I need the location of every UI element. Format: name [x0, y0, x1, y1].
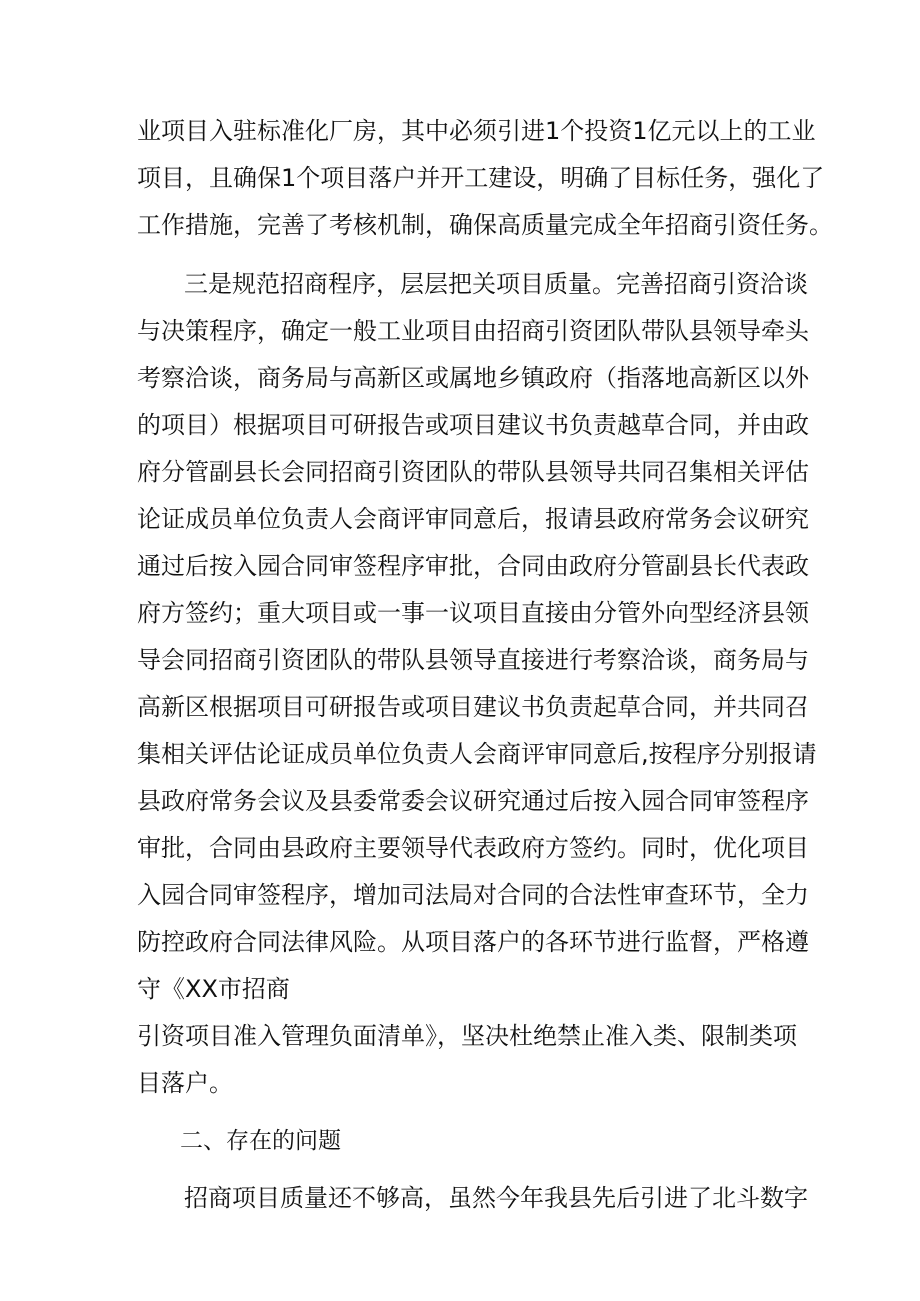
paragraph-line: 三是规范招商程序，层层把关项目质量。完善招商引资洽谈: [184, 270, 808, 298]
paragraph-line: 目落户。: [137, 1069, 233, 1097]
paragraph-line: 集相关评估论证成员单位负责人会商评审同意后,按程序分别报请: [137, 740, 817, 768]
section-heading: 二、存在的问题: [180, 1128, 341, 1154]
paragraph-line: 府分管副县长会同招商引资团队的带队县领导共同召集相关评估: [137, 458, 809, 486]
paragraph-line: 的项目）根据项目可研报告或项目建议书负责越草合同，并由政: [137, 411, 809, 439]
paragraph-line: 引资项目准入管理负面清单》，坚决杜绝禁止准入类、限制类项: [137, 1022, 797, 1050]
paragraph-line: 论证成员单位负责人会商评审同意后，报请县政府常务会议研究: [137, 505, 809, 533]
paragraph-line: 审批，合同由县政府主要领导代表政府方签约。同时，优化项目: [137, 834, 809, 862]
paragraph-line: 入园合同审签程序，增加司法局对合同的合法性审查环节，全力: [137, 881, 809, 909]
paragraph-line: 高新区根据项目可研报告或项目建议书负责起草合同，并共同召: [137, 693, 809, 721]
paragraph-line: 导会同招商引资团队的带队县领导直接进行考察洽谈，商务局与: [137, 646, 809, 674]
paragraph-line: 防控政府合同法律风险。从项目落户的各环节进行监督，严格遵: [137, 928, 809, 956]
paragraph-line: 府方签约；重大项目或一事一议项目直接由分管外向型经济县领: [137, 599, 809, 627]
paragraph-line: 守《XX市招商: [137, 975, 290, 1003]
paragraph-line: 与决策程序，确定一般工业项目由招商引资团队带队县领导牵头: [137, 317, 809, 345]
paragraph-line: 通过后按入园合同审签程序审批，合同由政府分管副县长代表政: [137, 552, 809, 580]
paragraph-line: 考察洽谈，商务局与高新区或属地乡镇政府（指落地高新区以外: [137, 364, 809, 392]
paragraph-line: 招商项目质量还不够高，虽然今年我县先后引进了北斗数字: [184, 1184, 808, 1212]
paragraph-line: 项目，且确保1个项目落户并开工建设，明确了目标任务，强化了: [137, 164, 825, 192]
paragraph-line: 工作措施，完善了考核机制，确保高质量完成全年招商引资任务。: [137, 211, 833, 239]
paragraph-line: 业项目入驻标准化厂房，其中必须引进1个投资1亿元以上的工业: [137, 117, 816, 145]
paragraph-line: 县政府常务会议及县委常委会议研究通过后按入园合同审签程序: [137, 787, 809, 815]
